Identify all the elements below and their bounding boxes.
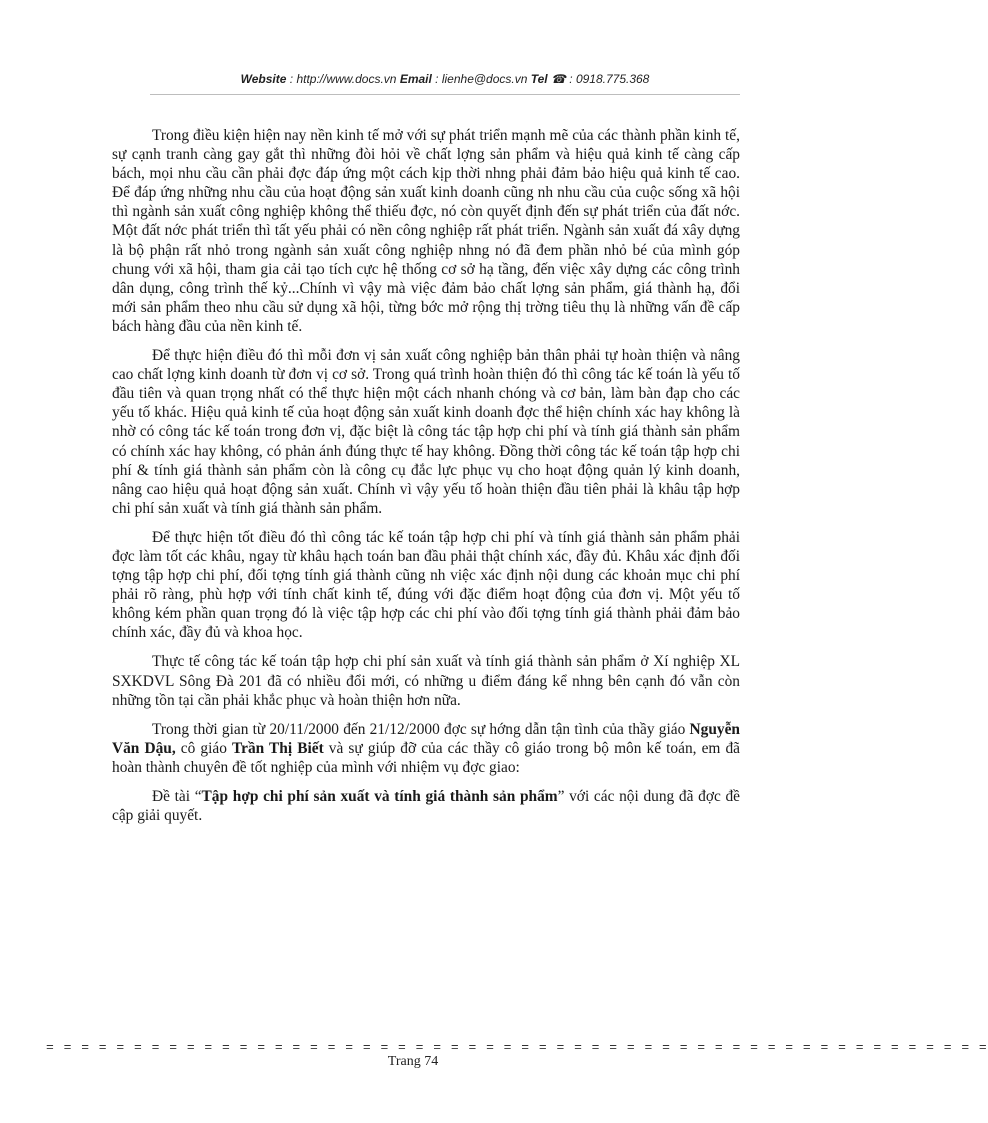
email-value[interactable]: : lienhe@docs.vn xyxy=(431,72,531,86)
paragraph-3: Để thực hiện tốt điều đó thì công tác kế toán tập hợp chi phí và tính giá thành sản phẩm phải đợc làm tốt các khâu, ngay từ khâu hạch toán ban đầu phải thật chính xác, đầy đủ. Khâu xác định đối tợng tập hợp chi phí, đối tợng tính giá thành cũng nh việc xác định nội dung các khoản mục chi phí phải rõ ràng, phù hợp với tính chất kinh tế, đúng với đặc điểm hoạt động của đơn vị. Một yếu tố không kém phần quan trọng đó là việc tập hợp các chi phí vào đối tợng tính giá thành phải đảm bảo chính xác, đầy đủ và khoa học. xyxy=(112,528,740,642)
thesis-topic: Tập hợp chi phí sản xuất và tính giá thành sản phẩm xyxy=(201,788,558,805)
page-number: Trang 74 xyxy=(387,1054,439,1069)
para5-text-3: và sự giúp đỡ của các thầy cô giáo trong bộ môn kế toán, em đã hoàn thành chuyên đề tốt nghiệp của mình với nhiệm vụ đợc giao: xyxy=(112,739,740,776)
paragraph-4: Thực tế công tác kế toán tập hợp chi phí sản xuất và tính giá thành sản phẩm ở Xí nghiệp XL SXKDVL Sông Đà 201 đã có nhiều đổi mới, có những u điểm đáng kể nhng bên cạnh đó vẫn còn những tồn tại cần phải khắc phục và hoàn thiện hơn nữa. xyxy=(112,653,740,709)
para5-text-2: cô giáo xyxy=(175,739,232,757)
paragraph-2: Để thực hiện điều đó thì mỗi đơn vị sản xuất công nghiệp bản thân phải tự hoàn thiện và nâng cao chất lợng kinh doanh từ đơn vị cơ sở. Trong quá trình hoàn thiện đó thì công tác kế toán là yếu tố đầu tiên và quan trọng nhất có thể thực hiện một cách nhanh chóng và cơ bản, làm bàn đạp cho các yếu tố khác. Hiệu quả kinh tế của hoạt động sản xuất kinh doanh đợc thể hiện chính xác hay không là nhờ có công tác kế toán trong đơn vị, đặc biệt là công tác tập hợp chi phí và tính giá thành sản phẩm có chính xác hay không, có phản ánh đúng thực tế hay không. Đồng thời công tác kế toán tập hợp chi phí & tính giá thành sản phẩm còn là công cụ đắc lực phục vụ cho hoạt động quản lý kinh doanh, nâng cao hiệu quả hoạt động sản xuất. Chính vì vậy yếu tố hoàn thiện đầu tiên phải là khâu tập hợp chi phí sản xuất và tính giá thành sản phẩm. xyxy=(112,347,740,517)
footer-divider: = = = = = = = = = = = = = = = = = = = = = = = = = = = = = = = = = = = = = = = = = = = = = = = = = = = = = = xyxy=(46,1040,988,1055)
teacher-name-2: Trần Thị Biết xyxy=(231,739,324,757)
header-divider xyxy=(150,94,740,95)
website-value[interactable]: : http://www.docs.vn xyxy=(286,72,400,86)
para5-text-1: Trong thời gian từ 20/11/2000 đến 21/12/2000 đợc sự hớng dẫn tận tình của thầy giáo xyxy=(152,720,690,738)
email-label: Email xyxy=(399,72,432,86)
website-label: Website xyxy=(240,72,287,86)
tel-value: ☎ : 0918.775.368 xyxy=(547,72,650,86)
paragraph-1: Trong điều kiện hiện nay nền kinh tế mở với sự phát triển mạnh mẽ của các thành phần kinh tế, sự cạnh tranh càng gay gắt thì những đòi hỏi về chất lợng sản phẩm và hiệu quả kinh tế càng cấp bách, mọi nhu cầu cần phải đợc đáp ứng một cách kịp thời nhng phải đảm bảo hiệu quả kinh tế cao. Để đáp ứng những nhu cầu của hoạt động sản xuất kinh doanh cũng nh nhu cầu của cuộc sống xã hội thì ngành sản xuất công nghiệp không thể thiếu đợc, nó còn quyết định đến sự phát triển của đất nớc. Một đất nớc phát triển thì tất yếu phải có nền công nghiệp rất phát triển. Ngành sản xuất đá xây dựng là bộ phận rất nhỏ trong ngành sản xuất công nghiệp nhng nó đã đem phần nhỏ bé của mình góp chung với xã hội, tham gia cải tạo tích cực hệ thống cơ sở hạ tầng, đến việc xây dựng các công trình dân dụng, công trình thế kỷ...Chính vì vậy mà việc đảm bảo chất lợng sản phẩm, giá thành hạ, đổi mới sản phẩm theo nhu cầu sử dụng xã hội, từng bớc mở rộng thị trờng tiêu thụ là những vấn đề cấp bách hàng đầu của nền kinh tế. xyxy=(112,127,740,335)
paragraph-6 xyxy=(112,787,740,825)
page-header xyxy=(150,72,740,92)
para6-text-2: ” với các nội dung đã đợc đề cập giải quyết. xyxy=(112,788,740,825)
tel-label: Tel xyxy=(530,72,548,86)
teacher-name-1: Nguyễn Văn Dậu, xyxy=(112,720,740,757)
para6-text-1: Đề tài “ xyxy=(152,788,202,805)
document-body xyxy=(112,126,740,835)
paragraph-5 xyxy=(112,720,740,777)
